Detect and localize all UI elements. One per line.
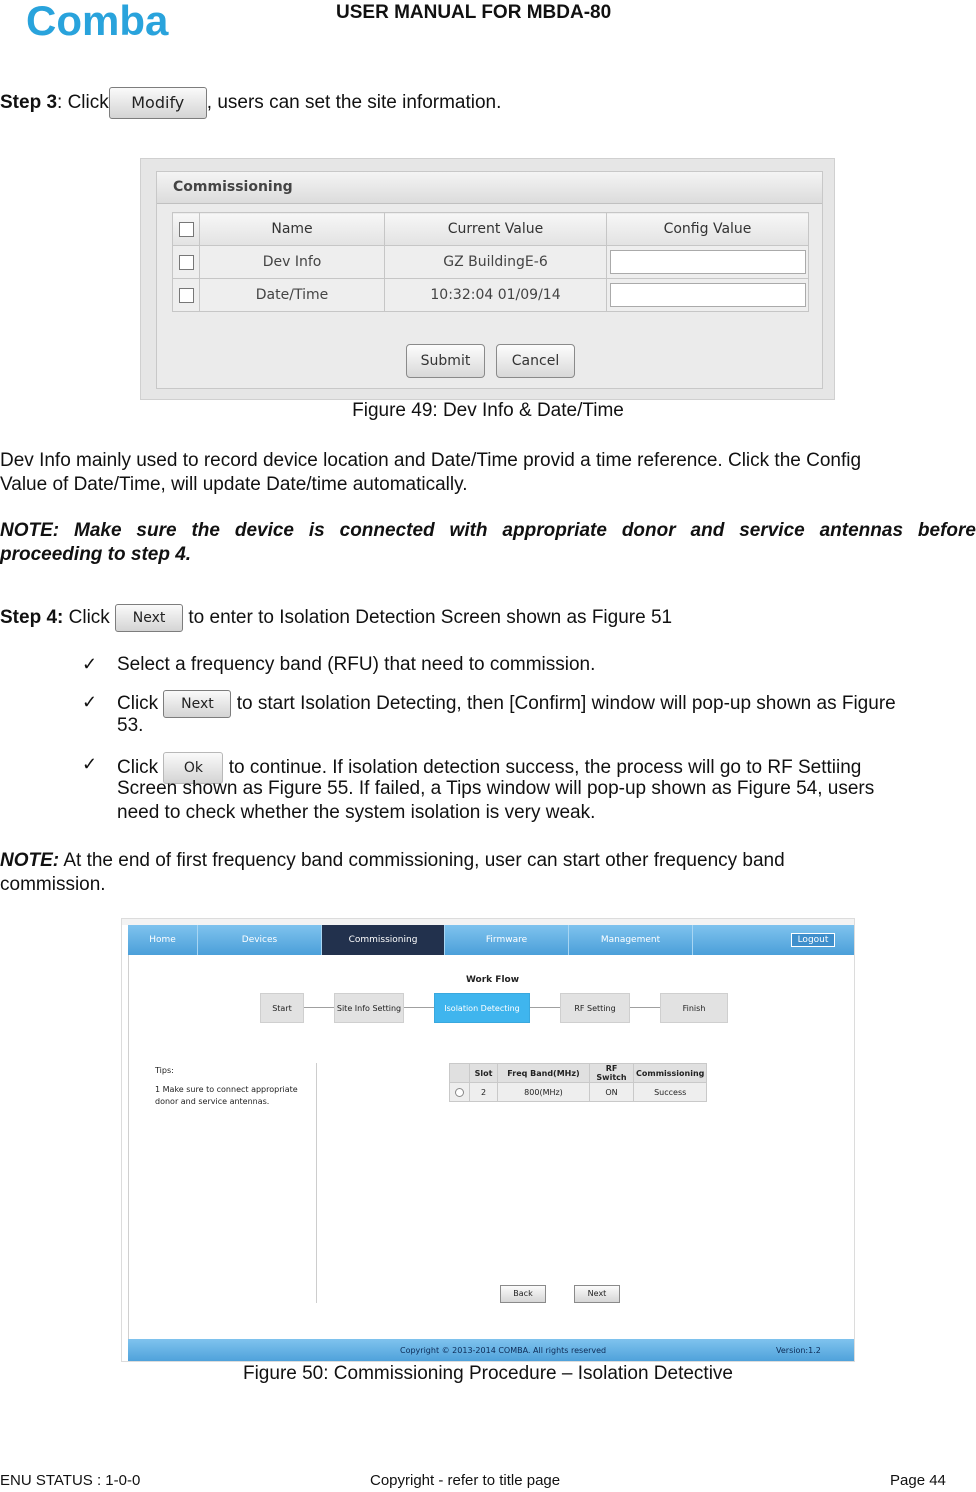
cancel-button[interactable]: Cancel: [496, 344, 575, 378]
row-checkbox-devinfo[interactable]: [179, 255, 194, 270]
rfu-table: [449, 1063, 707, 1102]
figure-50-caption: Figure 50: Commissioning Procedure – Isolation Detective: [242, 1363, 733, 1384]
col-freq-band: Freq Band(MHz): [498, 1064, 590, 1083]
next-button[interactable]: Next: [574, 1285, 620, 1303]
col-rf-switch: RF Switch: [590, 1064, 634, 1083]
bullet-2-line2: 53.: [117, 715, 144, 736]
workflow-arrow: [304, 1007, 334, 1008]
row-checkbox-cell: [173, 246, 200, 279]
row-checkbox-cell: [173, 279, 200, 312]
bullet-3-line3: need to check whether the system isolation is very weak.: [117, 802, 596, 823]
col-name: Name: [200, 213, 385, 246]
logout-button[interactable]: Logout: [791, 933, 835, 947]
workflow-step-site-info: Site Info Setting: [334, 993, 404, 1023]
workflow-arrow: [530, 1007, 560, 1008]
next-button-image: Next: [115, 604, 183, 632]
footer-copyright: Copyright - refer to title page: [370, 1472, 561, 1489]
panel-title: Commissioning: [157, 172, 822, 204]
page-footer-bar: [128, 1339, 855, 1362]
table-row: [173, 279, 809, 312]
bullet-1: Select a frequency band (RFU) that need to commission.: [117, 654, 596, 675]
commissioning-panel: [156, 171, 823, 389]
figure-50-screenshot: [121, 918, 855, 1362]
note2-line1: [0, 849, 785, 873]
tips-title: Tips:: [155, 1066, 174, 1075]
table-row: [450, 1083, 707, 1102]
ok-button-image: Ok: [163, 752, 223, 784]
col-config-value: Config Value: [607, 213, 809, 246]
note2-label: NOTE:: [0, 850, 60, 871]
divider: [316, 1063, 317, 1303]
check-icon: ✓: [82, 654, 98, 674]
tips-box: [155, 1065, 315, 1108]
step4-label: Step 4:: [0, 607, 64, 629]
modify-button-image: Modify: [109, 87, 207, 119]
row-name: Dev Info: [200, 246, 385, 279]
step3-paragraph: [0, 87, 501, 119]
devinfo-config-input[interactable]: [610, 250, 806, 274]
next-button-image: Next: [163, 690, 231, 718]
tips-line1: 1 Make sure to connect appropriate: [155, 1085, 298, 1094]
check-icon: ✓: [82, 754, 98, 774]
select-all-checkbox[interactable]: [179, 222, 194, 237]
footer-page-number: Page 44: [890, 1472, 946, 1489]
datetime-config-input[interactable]: [610, 283, 806, 307]
col-commissioning: Commissioning: [634, 1064, 707, 1083]
row-config-cell: [607, 279, 809, 312]
row-current-value: 10:32:04 01/09/14: [385, 279, 607, 312]
workflow-step-finish: Finish: [660, 993, 728, 1023]
comba-logo: [26, 2, 216, 42]
nav-devices[interactable]: Devices: [198, 925, 322, 955]
step3-pre: : Click: [57, 92, 109, 114]
figure-49-screenshot: [140, 158, 835, 400]
bullet-3-pre: Click: [117, 757, 164, 779]
bullet-2-pre: Click: [117, 693, 164, 715]
row-current-value: GZ BuildingE-6: [385, 246, 607, 279]
select-all-cell: [173, 213, 200, 246]
row-slot: 2: [470, 1083, 498, 1102]
document-title: USER MANUAL FOR MBDA-80: [336, 2, 612, 23]
step4-paragraph: [0, 604, 672, 632]
row-checkbox-datetime[interactable]: [179, 288, 194, 303]
radio-header: [450, 1064, 470, 1083]
workflow-title: Work Flow: [465, 975, 520, 985]
paragraph-line2: Value of Date/Time, will update Date/time automatically.: [0, 474, 468, 495]
commissioning-table: [172, 212, 809, 312]
workflow-step-start: Start: [260, 993, 304, 1023]
footer-status: ENU STATUS : 1-0-0: [0, 1472, 141, 1489]
workflow-step-rf-setting: RF Setting: [560, 993, 630, 1023]
nav-commissioning[interactable]: Commissioning: [322, 925, 445, 955]
row-config-cell: [607, 246, 809, 279]
table-row: [173, 246, 809, 279]
step4-pre: Click: [63, 607, 116, 629]
row-name: Date/Time: [200, 279, 385, 312]
commissioning-content: [128, 955, 855, 1339]
row-band: 800(MHz): [498, 1083, 590, 1102]
rfu-radio[interactable]: [455, 1088, 464, 1097]
back-button[interactable]: Back: [500, 1285, 546, 1303]
note1-line1: NOTE: Make sure the device is connected with appropriate donor and service antennas before: [0, 520, 976, 541]
note2-line2: commission.: [0, 874, 106, 895]
workflow-step-isolation: Isolation Detecting: [434, 993, 530, 1023]
figure-49-caption: Figure 49: Dev Info & Date/Time: [352, 400, 624, 421]
workflow-arrow: [404, 1007, 434, 1008]
bullet-3-line2: Screen shown as Figure 55. If failed, a Tips window will pop-up shown as Figure 54, users: [117, 778, 875, 799]
note1-line2: proceeding to step 4.: [0, 544, 192, 565]
top-navigation: [128, 925, 855, 955]
nav-management[interactable]: Management: [569, 925, 693, 955]
note2-text: At the end of first frequency band commissioning, user can start other frequency band: [59, 850, 785, 871]
col-current-value: Current Value: [385, 213, 607, 246]
step3-label: Step 3: [0, 92, 58, 114]
version-text: Version:1.2: [776, 1346, 821, 1355]
logo-text: Comba: [26, 2, 169, 42]
workflow-arrow: [630, 1007, 660, 1008]
rfu-header-row: [450, 1064, 707, 1083]
tips-line2: donor and service antennas.: [155, 1097, 270, 1106]
bullet-3-post: to continue. If isolation detection success, the process will go to RF Settiing: [223, 757, 862, 779]
table-header-row: [173, 213, 809, 246]
nav-home[interactable]: Home: [128, 925, 198, 955]
row-switch: ON: [590, 1083, 634, 1102]
bullet-2: [117, 690, 896, 718]
copyright-text: Copyright © 2013-2014 COMBA. All rights reserved: [400, 1346, 607, 1355]
step4-post: to enter to Isolation Detection Screen shown as Figure 51: [183, 607, 673, 629]
check-icon: ✓: [82, 692, 98, 712]
nav-firmware[interactable]: Firmware: [445, 925, 569, 955]
step3-post: , users can set the site information.: [206, 92, 502, 114]
paragraph-line1: Dev Info mainly used to record device location and Date/Time provid a time reference. Click the Config: [0, 450, 862, 471]
col-slot: Slot: [470, 1064, 498, 1083]
submit-button[interactable]: Submit: [406, 344, 485, 378]
row-status: Success: [634, 1083, 707, 1102]
bullet-2-post: to start Isolation Detecting, then [Confirm] window will pop-up shown as Figure: [231, 693, 896, 715]
radio-cell: [450, 1083, 470, 1102]
